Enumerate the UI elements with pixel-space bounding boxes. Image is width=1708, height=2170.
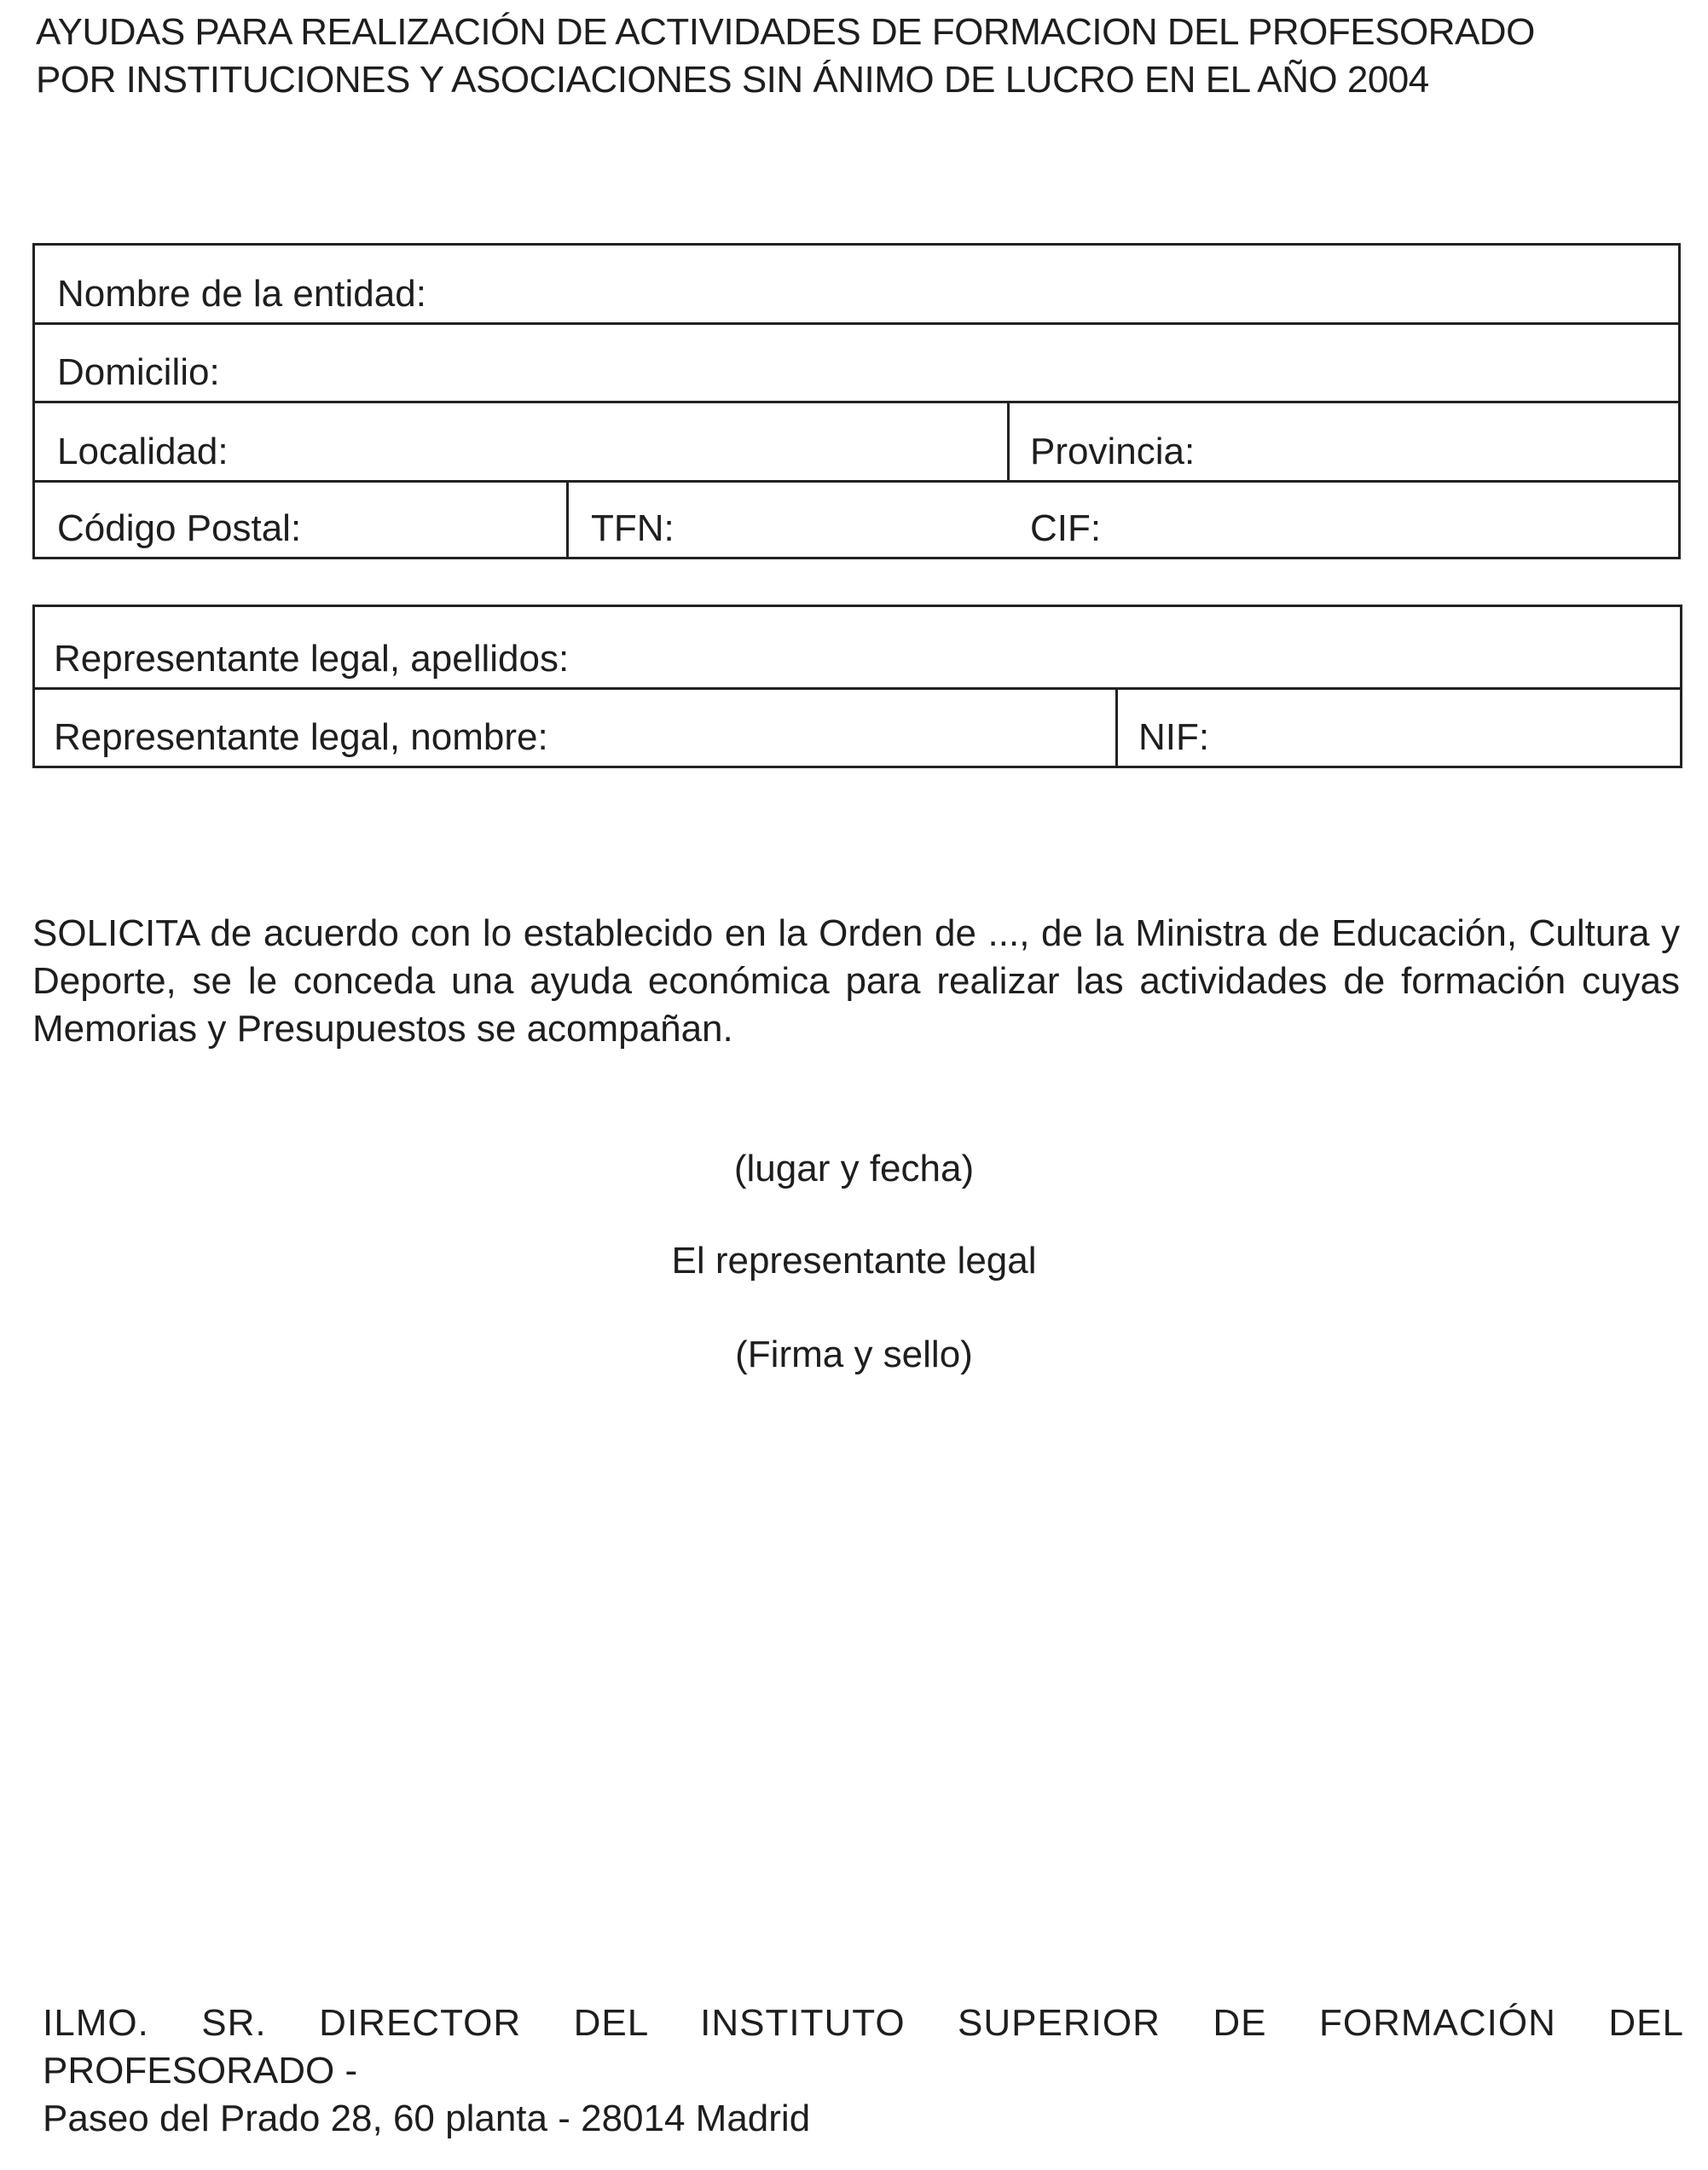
rep-nombre-label: Representante legal, nombre: bbox=[54, 716, 548, 758]
tfn-label: TFN: bbox=[591, 507, 675, 549]
title-line-2: POR INSTITUCIONES Y ASOCIACIONES SIN ÁNIMO DE LUCRO EN EL AÑO 2004 bbox=[36, 59, 1429, 101]
localidad-label: Localidad: bbox=[57, 431, 229, 472]
cif-label: CIF: bbox=[1030, 507, 1102, 549]
row-rep-apellidos bbox=[35, 607, 1680, 690]
cif-field[interactable] bbox=[1010, 483, 1678, 557]
entity-data-table bbox=[32, 243, 1681, 559]
title-line-1: AYUDAS PARA REALIZACIÓN DE ACTIVIDADES DE FORMACION DEL PROFESORADO bbox=[36, 11, 1535, 53]
rep-apellidos-label: Representante legal, apellidos: bbox=[54, 638, 570, 680]
codigo-postal-field[interactable] bbox=[35, 483, 569, 557]
localidad-field[interactable] bbox=[35, 403, 1010, 480]
nif-field[interactable] bbox=[1118, 690, 1680, 766]
row-cp-tfn-cif bbox=[35, 483, 1678, 557]
representative-line: El representante legal bbox=[671, 1240, 1037, 1282]
row-domicilio bbox=[35, 325, 1678, 403]
tfn-field[interactable] bbox=[569, 483, 1010, 557]
request-paragraph: SOLICITA de acuerdo con lo establecido en la Orden de ..., de la Ministra de Educación, Cultura y Deporte, se le conceda una ayuda económica para realizar las actividades de formación cuyas Memorias y Presupuestos se acompañan. bbox=[32, 912, 1680, 1050]
form-title bbox=[36, 9, 1690, 104]
addressee-line-3: Paseo del Prado 28, 60 planta - 28014 Madrid bbox=[43, 2098, 811, 2139]
sign-seal-line: (Firma y sello) bbox=[735, 1334, 973, 1375]
provincia-field[interactable] bbox=[1010, 403, 1678, 480]
addressee-block bbox=[43, 1999, 1684, 2143]
nombre-entidad-field[interactable] bbox=[35, 246, 1678, 322]
provincia-label: Provincia: bbox=[1030, 431, 1196, 472]
row-nombre-entidad bbox=[35, 246, 1678, 325]
addressee-line-1: ILMO. SR. DIRECTOR DEL INSTITUTO SUPERIOR DE FORMACIÓN DEL bbox=[43, 2002, 1684, 2044]
row-rep-nombre-nif bbox=[35, 690, 1680, 766]
nombre-entidad-label: Nombre de la entidad: bbox=[57, 273, 426, 315]
place-date-line: (lugar y fecha) bbox=[733, 1148, 975, 1189]
codigo-postal-label: Código Postal: bbox=[57, 507, 302, 549]
addressee-line-2: PROFESORADO - bbox=[43, 2050, 358, 2092]
domicilio-label: Domicilio: bbox=[57, 351, 220, 393]
nif-label: NIF: bbox=[1138, 716, 1210, 758]
domicilio-field[interactable] bbox=[35, 325, 1678, 401]
representative-table bbox=[32, 605, 1682, 768]
rep-apellidos-field[interactable] bbox=[35, 607, 1680, 687]
row-localidad-provincia bbox=[35, 403, 1678, 483]
rep-nombre-field[interactable] bbox=[35, 690, 1118, 766]
